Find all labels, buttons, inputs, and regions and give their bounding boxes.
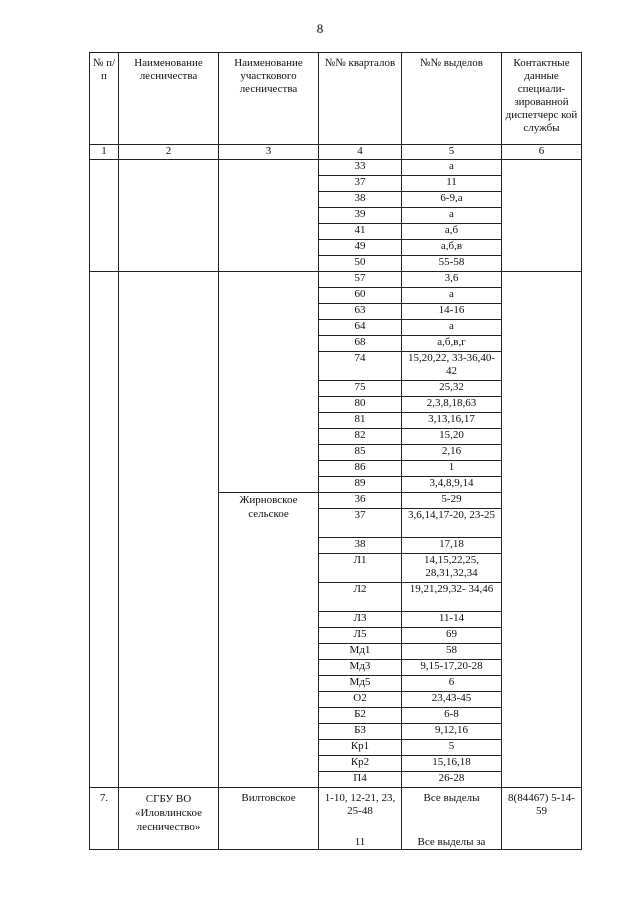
allotment-cell: 6 [402, 676, 502, 692]
quarter-cell: 41 [319, 224, 402, 240]
quarter-cell: 33 [319, 160, 402, 176]
quarter-list: 11 [354, 836, 366, 848]
quarter-cell: 50 [319, 256, 402, 272]
quarter-cell: О2 [319, 692, 402, 708]
allotment-cell: 2,3,8,18,63 [402, 397, 502, 413]
column-number: 4 [319, 145, 402, 160]
allotment-cell: 5 [402, 740, 502, 756]
quarter-cell: 81 [319, 413, 402, 429]
quarter-cell: 82 [319, 429, 402, 445]
allotment-cell: 23,43-45 [402, 692, 502, 708]
allotment-cell: 6-8 [402, 708, 502, 724]
allotment-cell: 15,20,22, 33-36,40-42 [402, 352, 502, 381]
table-row [90, 160, 582, 176]
allotment-cell: 19,21,29,32- 34,46 [402, 583, 502, 612]
allotment-cell: 3,13,16,17 [402, 413, 502, 429]
quarter-cell: Б2 [319, 708, 402, 724]
allotment-cell [402, 788, 502, 850]
allotment-cell: 6-9,а [402, 192, 502, 208]
empty-cell [502, 160, 582, 272]
allotment-cell: 25,32 [402, 381, 502, 397]
allotment-cell: 11 [402, 176, 502, 192]
column-number: 2 [119, 145, 219, 160]
allotment-cell: 1 [402, 461, 502, 477]
allotment-cell: 9,12,16 [402, 724, 502, 740]
allotment-list: Все выделы [423, 792, 480, 804]
empty-cell [219, 160, 319, 272]
header-district-forestry: Наименование участкового лесничества [219, 53, 319, 145]
header-number: № п/п [90, 53, 119, 145]
empty-cell [119, 160, 219, 272]
column-number: 3 [219, 145, 319, 160]
quarter-cell: 39 [319, 208, 402, 224]
quarter-cell: Мд3 [319, 660, 402, 676]
quarter-cell: 37 [319, 509, 402, 538]
quarter-cell: 86 [319, 461, 402, 477]
quarter-cell: П4 [319, 772, 402, 788]
allotment-cell: 14-16 [402, 304, 502, 320]
quarter-cell: 64 [319, 320, 402, 336]
header-allotments: №№ выделов [402, 53, 502, 145]
quarter-cell: 49 [319, 240, 402, 256]
quarter-cell: 68 [319, 336, 402, 352]
allotment-cell: а,б [402, 224, 502, 240]
quarter-cell: Л1 [319, 554, 402, 583]
quarter-cell: 75 [319, 381, 402, 397]
empty-cell [219, 272, 319, 493]
quarter-cell: 36 [319, 493, 402, 509]
allotment-cell: 2,16 [402, 445, 502, 461]
quarter-cell: 37 [319, 176, 402, 192]
allotment-cell: 55-58 [402, 256, 502, 272]
empty-cell [502, 272, 582, 788]
allotment-cell: 14,15,22,25, 28,31,32,34 [402, 554, 502, 583]
quarter-cell: Л5 [319, 628, 402, 644]
table-body [90, 145, 582, 850]
allotment-cell: а,б,в,г [402, 336, 502, 352]
allotment-cell: 11-14 [402, 612, 502, 628]
quarter-list: 1-10, 12-21, 23, 25-48 [324, 792, 396, 817]
quarter-cell: Л3 [319, 612, 402, 628]
quarter-cell: 74 [319, 352, 402, 381]
quarter-cell: Б3 [319, 724, 402, 740]
allotment-cell: а [402, 320, 502, 336]
allotment-list: Все выделы за [417, 836, 486, 848]
quarter-cell: Мд1 [319, 644, 402, 660]
table-row-7 [90, 788, 582, 850]
allotment-cell: 69 [402, 628, 502, 644]
allotment-cell: 58 [402, 644, 502, 660]
quarter-cell: Мд5 [319, 676, 402, 692]
forestry-table [89, 52, 582, 850]
allotment-cell: а,б,в [402, 240, 502, 256]
district-forestry-cell: Жирновское сельское [219, 493, 319, 788]
allotment-cell: 26-28 [402, 772, 502, 788]
quarter-cell: 60 [319, 288, 402, 304]
allotment-cell: 5-29 [402, 493, 502, 509]
header-quarters: №№ кварталов [319, 53, 402, 145]
page-number: 8 [316, 21, 324, 36]
allotment-cell: 3,4,8,9,14 [402, 477, 502, 493]
quarter-cell: Кр2 [319, 756, 402, 772]
column-number-row [90, 145, 582, 160]
allotment-cell: 15,16,18 [402, 756, 502, 772]
empty-cell [119, 272, 219, 788]
allotment-cell: 15,20 [402, 429, 502, 445]
quarter-cell: 89 [319, 477, 402, 493]
quarter-cell: 38 [319, 192, 402, 208]
header-forestry: Наименование лесничества [119, 53, 219, 145]
contact-cell: 8(84467) 5-14-59 [502, 788, 582, 850]
allotment-cell: а [402, 288, 502, 304]
quarter-cell: 57 [319, 272, 402, 288]
allotment-cell: 3,6,14,17-20, 23-25 [402, 509, 502, 538]
empty-cell [90, 272, 119, 788]
row-number: 7. [90, 788, 119, 850]
quarter-cell: 38 [319, 538, 402, 554]
header-contacts: Контактные данные специали-зированной диспетчерс кой службы [502, 53, 582, 145]
table-row [90, 272, 582, 288]
district-forestry-cell: Вилтовское [219, 788, 319, 850]
column-number: 1 [90, 145, 119, 160]
allotment-cell: 9,15-17,20-28 [402, 660, 502, 676]
quarter-cell: Л2 [319, 583, 402, 612]
column-number: 6 [502, 145, 582, 160]
allotment-cell: 3,6 [402, 272, 502, 288]
quarter-cell: 80 [319, 397, 402, 413]
quarter-cell: Кр1 [319, 740, 402, 756]
quarter-cell: 85 [319, 445, 402, 461]
quarter-cell [319, 788, 402, 850]
allotment-cell: а [402, 208, 502, 224]
allotment-cell: а [402, 160, 502, 176]
quarter-cell: 63 [319, 304, 402, 320]
forestry-name: СГБУ ВО «Иловлинское лесничество» [119, 788, 219, 850]
allotment-cell: 17,18 [402, 538, 502, 554]
empty-cell [90, 160, 119, 272]
column-number: 5 [402, 145, 502, 160]
